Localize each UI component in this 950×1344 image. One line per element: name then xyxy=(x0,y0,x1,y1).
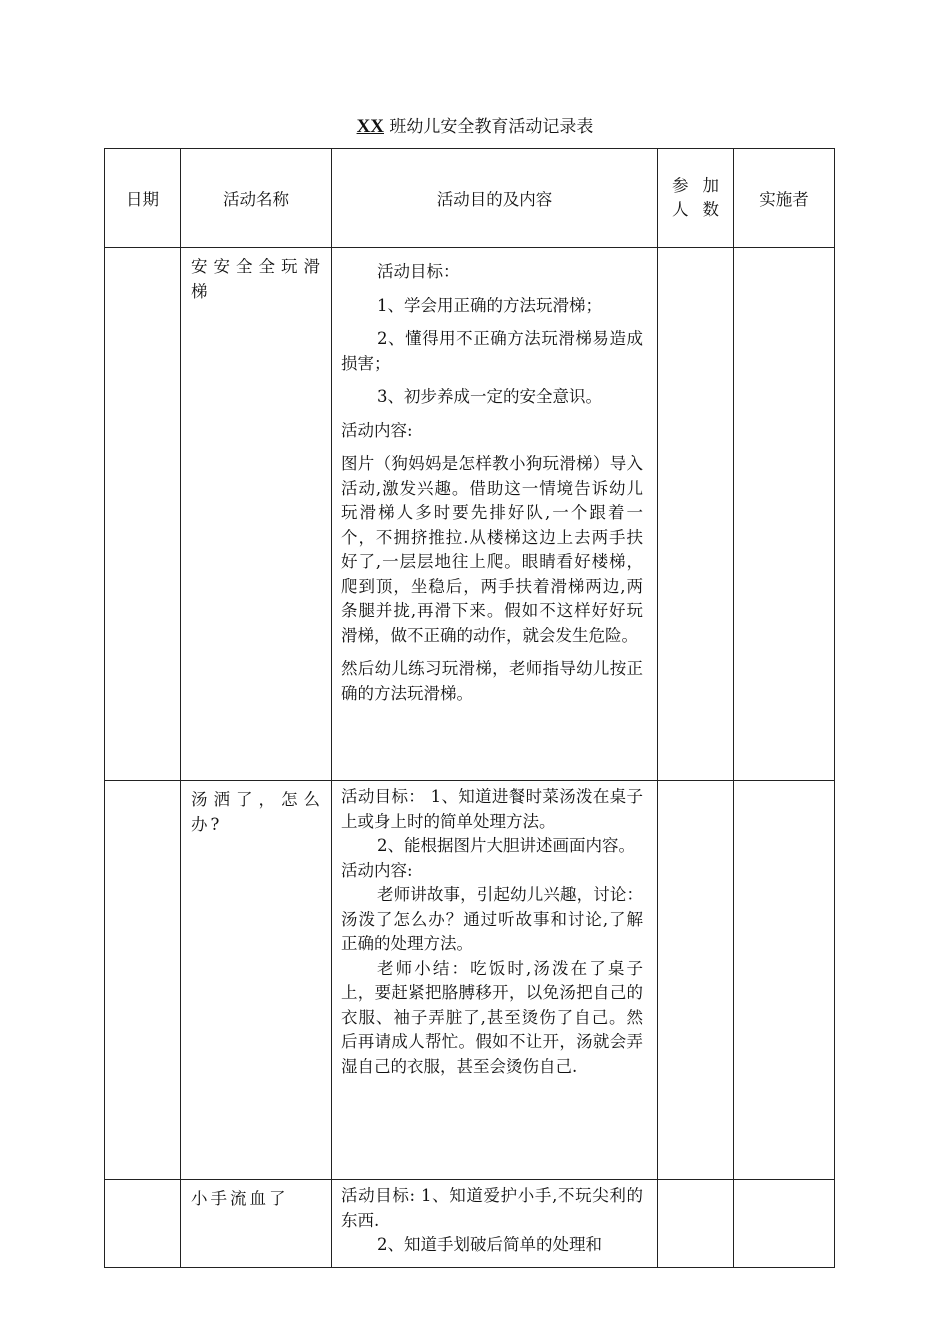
activity-name-cell: 汤洒了，怎么办? xyxy=(181,781,332,1180)
content-paragraph: 2、能根据图片大胆讲述画面内容。 xyxy=(377,836,635,855)
header-count-line-1: 参加 xyxy=(672,176,733,195)
participant-count-cell xyxy=(658,781,734,1180)
executor-cell xyxy=(734,248,835,781)
header-activity-content: 活动目的及内容 xyxy=(332,149,658,248)
header-row xyxy=(105,149,835,248)
content-paragraph: 活动目标: 1、知道爱护小手,不玩尖利的东西. xyxy=(341,1186,643,1230)
content-paragraph: 3、初步养成一定的安全意识。 xyxy=(377,387,602,406)
header-count-line-2: 人数 xyxy=(672,200,733,219)
executor-cell xyxy=(734,1180,835,1268)
content-paragraph: 2、知道手划破后简单的处理和 xyxy=(377,1235,602,1254)
content-paragraph: 活动内容: xyxy=(341,420,413,440)
content-paragraph: 活动目标： 1、知道进餐时菜汤泼在桌子上或身上时的简单处理方法。 xyxy=(341,787,643,831)
content-paragraph: 活动内容: xyxy=(341,860,413,880)
content-paragraph: 然后幼儿练习玩滑梯，老师指导幼儿按正确的方法玩滑梯。 xyxy=(341,659,643,703)
header-participant-count xyxy=(658,149,734,248)
title-class-placeholder: XX xyxy=(356,116,385,137)
executor-cell xyxy=(734,781,835,1180)
activity-name-cell: 安安全全玩滑梯 xyxy=(181,248,332,781)
document-title xyxy=(0,116,950,138)
header-executor: 实施者 xyxy=(734,149,835,248)
table-row xyxy=(105,248,835,781)
date-cell xyxy=(105,248,181,781)
date-cell xyxy=(105,781,181,1180)
header-date: 日期 xyxy=(105,149,181,248)
header-activity-name: 活动名称 xyxy=(181,149,332,248)
table-row xyxy=(105,1180,835,1268)
participant-count-cell xyxy=(658,1180,734,1268)
table-row xyxy=(105,781,835,1180)
content-paragraph: 1、学会用正确的方法玩滑梯； xyxy=(377,295,602,315)
content-paragraph: 2、懂得用不正确方法玩滑梯易造成损害； xyxy=(341,329,643,373)
participant-count-cell xyxy=(658,248,734,781)
date-cell xyxy=(105,1180,181,1268)
activity-content-cell xyxy=(332,781,658,1180)
activity-content-cell xyxy=(332,1180,658,1268)
content-paragraph: 活动目标： xyxy=(377,262,460,281)
content-paragraph: 图片（狗妈妈是怎样教小狗玩滑梯）导入活动,激发兴趣。借助这一情境告诉幼儿玩滑梯人多时要先排好队,一个跟着一个，不拥挤推拉.从楼梯这边上去两手扶好了,一层层地往上爬。眼睛看好楼梯，爬到顶，坐稳后，两手扶着滑梯两边,两条腿并拢,再滑下来。假如不这样好好玩滑梯，做不正确的动作，就会发生危险。 xyxy=(341,454,643,645)
activity-record-table xyxy=(104,148,835,1268)
title-text: 班幼儿安全教育活动记录表 xyxy=(384,117,594,137)
content-paragraph: 老师小结：吃饭时,汤泼在了桌子上，要赶紧把胳膊移开，以免汤把自己的衣服、袖子弄脏了,甚至烫伤了自己。然后再请成人帮忙。假如不让开，汤就会弄湿自己的衣服，甚至会烫伤自己. xyxy=(341,958,643,1076)
activity-content-cell xyxy=(332,248,658,781)
activity-name-cell: 小手流血了 xyxy=(181,1180,332,1268)
content-paragraph: 老师讲故事，引起幼儿兴趣，讨论：汤泼了怎么办？通过听故事和讨论,了解正确的处理方法。 xyxy=(341,885,643,953)
